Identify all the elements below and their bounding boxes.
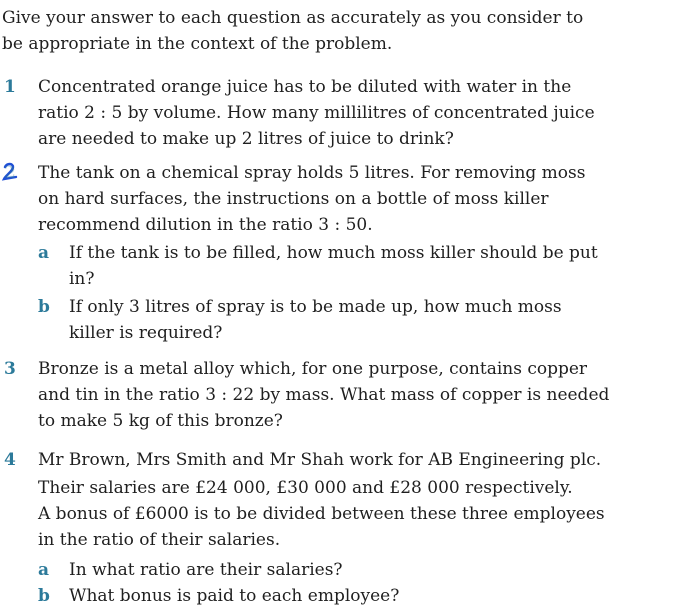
part-text-line: killer is required? — [69, 323, 223, 343]
question-text-line: to make 5 kg of this bronze? — [38, 411, 283, 431]
part-text-line: in? — [69, 269, 95, 289]
question-text-line: A bonus of £6000 is to be divided between these three employees — [38, 504, 605, 524]
question-text-line: in the ratio of their salaries. — [38, 530, 281, 550]
part-letter: a — [38, 560, 50, 580]
part-letter: a — [38, 243, 50, 263]
part-letter: b — [38, 586, 50, 606]
question-text-line: Their salaries are £24 000, £30 000 and £28 000 respectively. — [38, 478, 573, 498]
instructions — [2, 6, 672, 58]
question-text-line: recommend dilution in the ratio 3 : 50. — [38, 215, 373, 235]
question-number: 1 — [4, 77, 16, 97]
instructions-line: be appropriate in the context of the problem. — [2, 34, 393, 54]
question-text-line: are needed to make up 2 litres of juice to drink? — [38, 129, 454, 149]
question-text-line: Concentrated orange juice has to be diluted with water in the — [38, 77, 572, 97]
part-letter: b — [38, 297, 50, 317]
question-text-line: Mr Brown, Mrs Smith and Mr Shah work for AB Engineering plc. — [38, 450, 602, 470]
question-number: 4 — [4, 450, 16, 470]
part-text-line: In what ratio are their salaries? — [69, 560, 343, 580]
question-text-line: The tank on a chemical spray holds 5 litres. For removing moss — [38, 163, 586, 183]
question-text-line: and tin in the ratio 3 : 22 by mass. What mass of copper is needed — [38, 385, 610, 405]
part-text-line: If the tank is to be filled, how much moss killer should be put — [69, 243, 598, 263]
question-text-line: Bronze is a metal alloy which, for one purpose, contains copper — [38, 359, 588, 379]
question-number: 3 — [4, 359, 16, 379]
question-number: 2 — [4, 163, 16, 183]
question-text-line: ratio 2 : 5 by volume. How many millilitres of concentrated juice — [38, 103, 595, 123]
instructions-line: Give your answer to each question as accurately as you consider to — [2, 8, 584, 28]
question-text-line: on hard surfaces, the instructions on a bottle of moss killer — [38, 189, 549, 209]
part-text-line: What bonus is paid to each employee? — [69, 586, 400, 606]
part-text-line: If only 3 litres of spray is to be made up, how much moss — [69, 297, 562, 317]
